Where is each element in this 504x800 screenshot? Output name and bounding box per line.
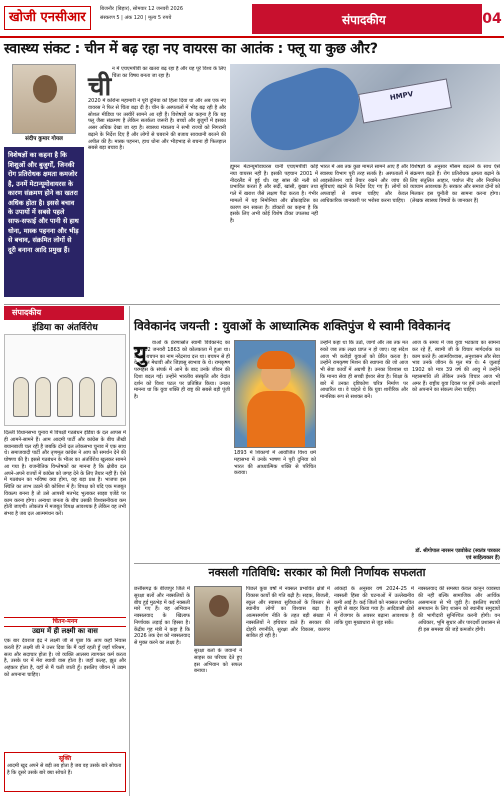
date-line: बिजनौर (बिहार), सोमवार 12 जनवरी 2026: [100, 6, 184, 12]
naxal-photo: [194, 586, 242, 646]
photo-vial-label: HMPV: [389, 90, 414, 102]
vivekanand-col-3: उन्होंने कहा था कि उठो, जागो और तब तक मत रुको जब तक लक्ष्य प्राप्त न हो जाए। यह संदेश आज भी करोड़ों युवाओं को प्रेरित करता है। उन्होंने रामकृष्ण मिशन की स्थापना की जो आज भी सेवा कार्यों में अग्रणी है। उनका विश्वास था कि मानव सेवा ही सच्ची ईश्वर सेवा है। शिक्षा के बारे में उनका दृष्टिकोण चरित्र निर्माण पर आधारित था। वे चाहते थे कि युवा शारीरिक और मानसिक रूप से सशक्त बनें।: [320, 340, 408, 400]
author-column: [4, 62, 84, 302]
portrait-turban: [257, 351, 295, 369]
test-tube-shape: [358, 78, 452, 123]
vivekanand-byline: डॉ. श्रीगोपाल नारसन एडवोकेट (स्वतंत्र पत्रकार एवं साहित्यकार हैं): [415, 548, 500, 561]
naxal-col-2: सुरक्षा बलों के जवानों ने साहस का परिचय देते हुए इस अभियान को सफल बनाया।: [194, 648, 242, 675]
naxal-col-4: आंकड़ों के अनुसार वर्ष 2024-25 में नक्सली हिंसा की घटनाओं में उल्लेखनीय कमी आई है। कई जिलों को नक्सल प्रभावित सूची से बाहर किया गया है। आदिवासी क्षेत्रों में रोजगार के अवसर बढ़ाना आवश्यक है ताकि युवा मुख्यधारा से जुड़ सकें।: [334, 586, 414, 626]
edition-line: संस्करण 5 | अंक 120 | मूल्य 5 रुपये: [100, 14, 172, 21]
editorial-cartoon: [4, 334, 126, 426]
column-label: चिंतन-मनन: [4, 617, 126, 627]
naxal-col-1: छत्तीसगढ़ के बीजापुर जिले में सुरक्षा बलों और नक्सलियों के बीच हुई मुठभेड़ में कई नक्सली मारे गए हैं। यह अभियान नक्सलवाद के खिलाफ निर्णायक लड़ाई का हिस्सा है। केंद्रीय गृह मंत्री ने कहा है कि 2026 तक देश को नक्सलवाद से मुक्त करने का लक्ष्य है।: [134, 586, 190, 646]
author-photo: [12, 64, 76, 134]
editorial-section-label: संपादकीय: [4, 306, 124, 320]
vivekanand-headline: विवेकानंद जयन्ती : युवाओं के आध्यात्मिक शक्तिपुंज थे स्वामी विवेकानंद: [134, 319, 451, 333]
lead-para-5: विशेषज्ञों के अनुसार मौसम बदलने के साथ ऐसे संक्रमण बढ़ते हैं। रोग प्रतिरोधक क्षमता बढ़ाने के लिए संतुलित आहार, पर्याप्त नींद और नियमित व्यायाम आवश्यक हैं। सरकार और समाज दोनों को मिलकर इस चुनौती का सामना करना होगा। (लेखक स्वास्थ्य विषयों के जानकार हैं): [410, 164, 500, 204]
lead-para-2: 2020 में कोरोना महामारी ने पूरी दुनिया को हिला दिया था और अब एक नए वायरस ने फिर से चिंता बढ़ा दी है। चीन के अस्पतालों में भीड़ बढ़ रही है और सोशल मीडिया पर तस्वीरें सामने आ रही हैं। विशेषज्ञों का कहना है कि यह फ्लू जैसा संक्रमण है लेकिन सतर्कता जरूरी है। बच्चों और बुजुर्गों में इसका असर अधिक देखा जा रहा है। स्वास्थ्य मंत्रालय ने सभी राज्यों को निगरानी बढ़ाने के निर्देश दिए हैं और लोगों से घबराने की बजाय सावधानी बरतने की अपील की है। मास्क पहनना, हाथ धोना और भीड़भाड़ से बचना ही फिलहाल सबसे बड़ा बचाव है।: [88, 98, 226, 152]
lead-photo: [230, 64, 500, 162]
section-title: संपादकीय: [342, 13, 386, 27]
cartoon-figure: [57, 377, 73, 417]
newspaper-logo: खोजी एनसीआर: [4, 6, 91, 30]
column-body: एक बार देवराज इंद्र ने लक्ष्मी जी से पूछा कि आप कहाँ निवास करती हैं? लक्ष्मी जी ने उत्तर दिया कि मैं वहाँ रहती हूँ जहाँ परिश्रम, सत्य और सदाचार होता है। जो व्यक्ति आलस्य त्यागकर कर्म करता है, उसके घर में मेरा स्थायी वास होता है। जहाँ कलह, झूठ और अहंकार होता है, वहाँ से मैं चली जाती हूँ। इसलिए जीवन में उद्यम को अपनाना चाहिए।: [4, 638, 126, 678]
naxal-col-3: पिछले कुछ वर्षों में नक्सल प्रभावित क्षेत्रों में विकास कार्यों की गति बढ़ी है। सड़क, बिजली, स्कूल और स्वास्थ्य सुविधाओं के विस्तार से स्थानीय लोगों का विश्वास बढ़ा है। आत्मसमर्पण नीति के तहत बड़ी संख्या में नक्सलियों ने हथियार डाले हैं। सरकार की दोहरी रणनीति, सुरक्षा और विकास, कारगर साबित हो रही है।: [246, 586, 330, 640]
cartoon-figure: [35, 377, 51, 417]
lead-para-3: ह्यूमन मेटान्यूमोवायरस यानी एचएमपीवी कोई नया वायरस नहीं है। इसकी पहचान 2001 में नीदरलैंड में हुई थी। यह सांस की नली को प्रभावित करता है और सर्दी, खांसी, बुखार तथा गले में खराश जैसे लक्षण पैदा करता है। गंभीर मामलों में यह निमोनिया और ब्रोंकाइटिस का कारण बन सकता है। डॉक्टरों का कहना है कि इसके लिए अभी कोई विशेष टीका उपलब्ध नहीं है।: [230, 164, 318, 224]
divider: [134, 563, 500, 564]
vivekanand-col-1: वाओं के प्रेरणास्रोत स्वामी विवेकानंद का जन्म 12 जनवरी 1863 को कोलकाता में हुआ था। उनका बचपन का नाम नरेंद्रनाथ दत्त था। बचपन से ही वे अत्यंत मेधावी और जिज्ञासु स्वभाव के थे। रामकृष्ण परमहंस के संपर्क में आने के बाद उनके जीवन की दिशा बदल गई। उन्होंने भारतीय संस्कृति और वेदांत दर्शन को विश्व पटल पर प्रतिष्ठित किया। उनका मानना था कि युवा शक्ति ही राष्ट्र की सबसे बड़ी पूंजी है।: [134, 340, 230, 400]
section-band: [252, 4, 482, 34]
lead-para-4: भारत में अब तक कुछ मामले सामने आए हैं और स्वास्थ्य विभाग पूरी तरह सतर्क है। अस्पतालों में आइसोलेशन वार्ड तैयार रखने और जांच की सुविधाएं बढ़ाने के निर्देश दिए गए हैं। लोगों को अफवाहों से बचना चाहिए और केवल आधिकारिक जानकारी पर भरोसा करना चाहिए।: [320, 164, 408, 204]
lead-dropcap: ची: [88, 72, 112, 102]
author-name: संदीप कुमार गोयल: [25, 136, 63, 142]
lead-para-1: न में एचएमपीवी का खतरा बढ़ रहा है और यह पूरे विश्व के लिए चिंता का विषय बनता जा रहा है।: [112, 66, 226, 79]
cartoon-figure: [101, 377, 117, 417]
page-number: 04: [482, 11, 502, 27]
cartoon-figure: [79, 377, 95, 417]
quote-box-label: सूक्ति: [58, 755, 72, 762]
lead-headline: स्वास्थ्य संकट : चीन में बढ़ रहा नए वायरस का आतंक : फ्लू या कुछ और?: [4, 41, 378, 57]
naxal-col-5: नक्सलवाद की समस्या केवल कानून व्यवस्था की नहीं बल्कि सामाजिक और आर्थिक असमानता से भी जुड़ी है। इसलिए स्थायी समाधान के लिए शासन को स्थानीय समुदायों की भागीदारी सुनिश्चित करनी होगी। वन अधिकार, भूमि सुधार और पारदर्शी प्रशासन से ही इस समस्या की जड़ें कमजोर होंगी।: [418, 586, 500, 633]
glove-shape: [242, 64, 368, 159]
column-headline: उद्यम में ही लक्ष्मी का वास: [32, 627, 98, 635]
vivekanand-col-4: आज के समय में जब युवा भटकाव का सामना कर रहे हैं, स्वामी जी के विचार मार्गदर्शक का काम करते हैं। आत्मविश्वास, अनुशासन और सेवा भाव उनके जीवन के मूल मंत्र थे। 4 जुलाई 1902 को मात्र 39 वर्ष की आयु में उन्होंने महासमाधि ली लेकिन उनके विचार आज भी अमर हैं। राष्ट्रीय युवा दिवस पर हमें उनके आदर्शों को अपनाने का संकल्प लेना चाहिए।: [412, 340, 500, 394]
editorial-headline: इंडिया का अंतर्विरोध: [32, 323, 98, 333]
portrait-robe: [247, 391, 305, 448]
quote-box-text: आदमी खुद अपने से बड़ी तब होता है जब वह उसके बारे सोचता है कि दूसरे उसके बारे क्या सोचते हैं।: [7, 763, 122, 776]
column-rule: [129, 306, 130, 796]
issue-meta: [100, 6, 250, 24]
cartoon-figure: [13, 377, 29, 417]
editorial-body: दिल्ली विधानसभा चुनाव में विपक्षी गठबंधन इंडिया के दल आपस में ही आमने-सामने हैं। आम आदमी पार्टी और कांग्रेस के बीच तीखी बयानबाजी चल रही है जबकि दोनों दल लोकसभा चुनाव में एक साथ थे। समाजवादी पार्टी और तृणमूल कांग्रेस ने आप को समर्थन देने की घोषणा की है। इससे गठबंधन के भीतर का अंतर्विरोध खुलकर सामने आ गया है। राजनीतिक विश्लेषकों का मानना है कि क्षेत्रीय दल अपने-अपने राज्यों में कांग्रेस को जगह देने के लिए तैयार नहीं हैं। ऐसे में गठबंधन का भविष्य क्या होगा, यह बड़ा प्रश्न है। भाजपा इस स्थिति का लाभ उठाने की कोशिश में है। विपक्ष को यदि एक मजबूत विकल्प बनना है तो उसे आपसी मतभेद भुलाकर साझा एजेंडे पर काम करना होगा। अन्यथा जनता के बीच उसकी विश्वसनीयता कम होती जाएगी। लोकतंत्र में मजबूत विपक्ष आवश्यक है लेकिन वह तभी संभव है जब दल आत्ममंथन करें।: [4, 430, 126, 517]
quote-box: [4, 752, 126, 792]
naxal-headline: नक्सली गतिविधि: सरकार को मिली निर्णायक सफलता: [208, 566, 426, 579]
vivekanand-col-2: 1893 में शिकागो में आयोजित विश्व धर्म महासभा में उनके भाषण ने पूरी दुनिया को भारत की आध्यात्मिक शक्ति से परिचित कराया।: [234, 450, 316, 477]
divider: [4, 304, 500, 305]
vivekanand-dropcap: यु: [134, 342, 147, 367]
masthead: [0, 0, 504, 38]
vivekanand-portrait: [234, 340, 316, 448]
pull-quote: विशेषज्ञों का कहना है कि शिशुओं और बुजुर्गों, जिनकी रोग प्रतिरोधक क्षमता कमजोर है, उनमें मेटान्यूमोवायरस के कारण संक्रमण होने का खतरा अधिक होता है। इससे बचाव के उपायों में सबसे पहले साफ-सफाई और पानी से हाथ धोना, मास्क पहनना और भीड़ से बचाव, संक्रमित लोगों से दूरी बनाना आदि प्रमुख हैं।: [4, 147, 84, 297]
